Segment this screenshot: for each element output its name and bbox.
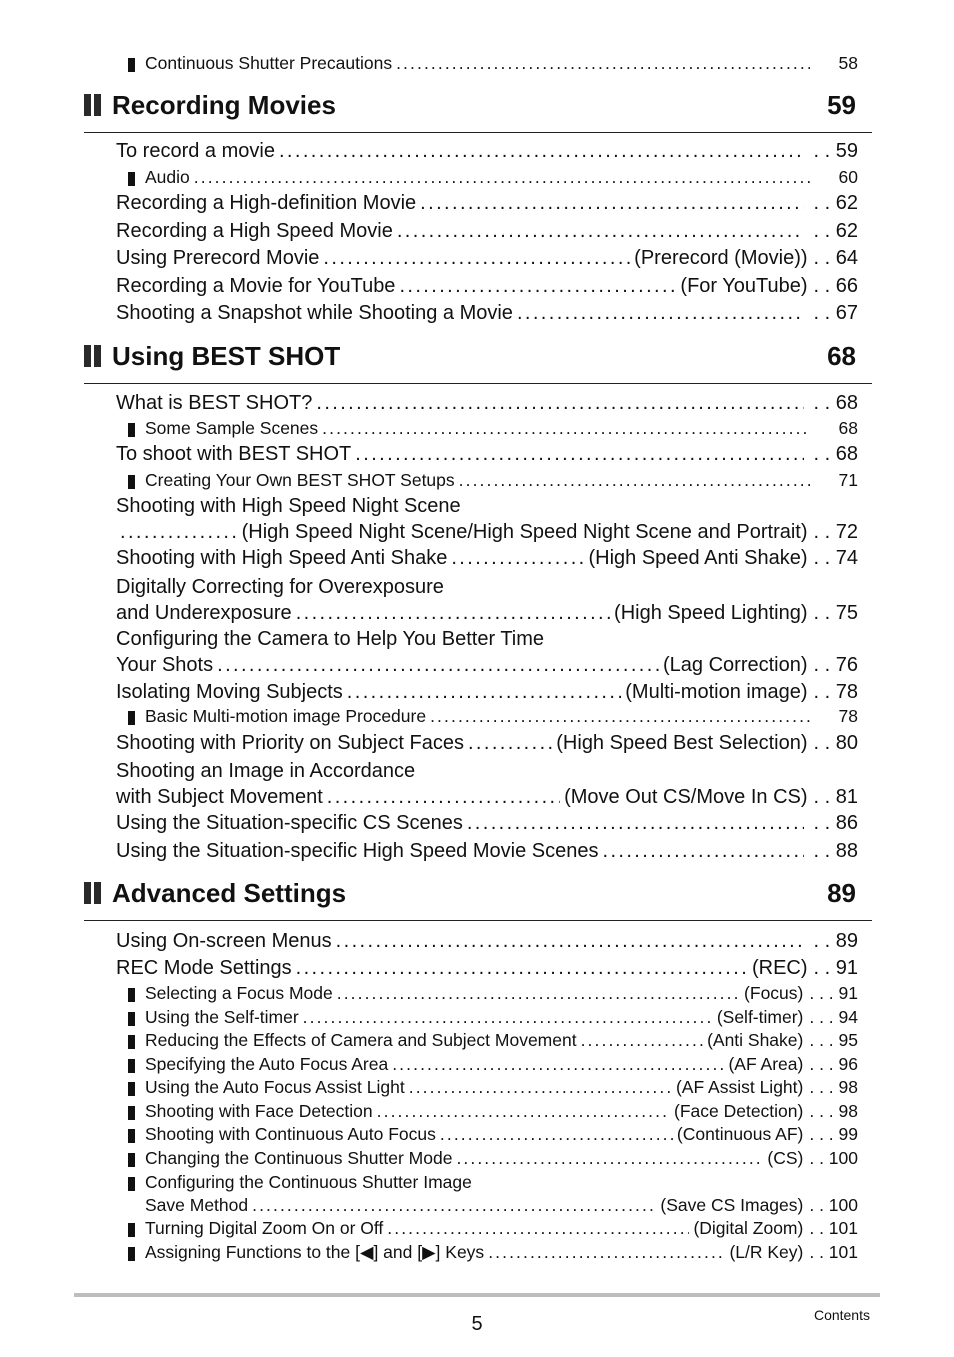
entry-line [116, 654, 858, 677]
entry-first-line [116, 576, 858, 599]
entry-page-number: . . 80 [813, 732, 858, 754]
entry-page-number: . . 81 [813, 786, 858, 808]
entry-setting-name: (High Speed Best Selection) [556, 732, 808, 754]
entry-title: Shooting with Face Detection [145, 1101, 373, 1121]
entry-title: Specifying the Auto Focus Area [145, 1054, 389, 1074]
entry-setting-name: (For YouTube) [680, 275, 808, 297]
toc-subentry[interactable] [128, 418, 858, 442]
entry-line [116, 786, 858, 809]
entry-page-number: . . 91 [813, 957, 858, 979]
entry-first-line [116, 628, 858, 651]
toc-entry[interactable] [116, 628, 858, 680]
leader-dots [322, 418, 810, 439]
entry-title: Some Sample Scenes [145, 418, 319, 438]
entry-line [116, 443, 858, 466]
entry-page-number: 78 [838, 706, 858, 726]
toc-entry[interactable] [116, 140, 858, 164]
entry-page-number: . . 74 [813, 547, 858, 569]
entry-page-number: . . 72 [813, 521, 858, 543]
entry-page-number: 60 [838, 167, 858, 187]
entry-page-number: . . 100 [809, 1148, 858, 1168]
entry-title: Using On-screen Menus [116, 930, 332, 952]
entry-line [128, 1077, 858, 1098]
entry-line [116, 275, 858, 298]
leader-dots [456, 1148, 763, 1169]
entry-page-number: 58 [838, 53, 858, 73]
section-heading[interactable] [84, 343, 872, 384]
leader-dots [327, 786, 560, 809]
toc-subentry[interactable] [128, 1030, 858, 1054]
leader-dots [396, 53, 810, 74]
entry-title: Using the Situation-specific CS Scenes [116, 812, 463, 834]
entry-title-continued: and Underexposure [116, 602, 292, 624]
leader-dots [347, 681, 621, 704]
entry-setting-name: (High Speed Night Scene/High Speed Night Scene and Portrait) [241, 521, 808, 543]
entry-line [128, 1195, 858, 1216]
leader-dots [377, 1101, 670, 1122]
entry-line [116, 392, 858, 415]
entry-page-number: . . . 99 [809, 1124, 858, 1144]
toc-subentry[interactable] [128, 1124, 858, 1148]
entry-title: Shooting an Image in Accordance [116, 760, 416, 782]
entry-line [116, 732, 858, 755]
leader-dots [602, 840, 803, 863]
entry-line [116, 681, 858, 704]
toc-subentry[interactable] [128, 1007, 858, 1031]
entry-line [116, 302, 858, 325]
section-title: Advanced Settings [112, 878, 347, 908]
entry-page-number: . . . 95 [809, 1030, 858, 1050]
entry-line [116, 812, 858, 835]
entry-line [128, 1054, 858, 1075]
leader-dots [467, 812, 804, 835]
toc-subentry[interactable] [128, 53, 858, 77]
entry-page-number: . . . 98 [809, 1077, 858, 1097]
leader-dots [296, 957, 748, 980]
entry-line [128, 706, 858, 727]
entry-page-number: . . 89 [813, 930, 858, 952]
entry-title: What is BEST SHOT? [116, 392, 313, 414]
entry-page-number: . . 68 [813, 392, 858, 414]
entry-title: Shooting with High Speed Anti Shake [116, 547, 448, 569]
leader-dots [387, 1218, 689, 1239]
entry-title: Selecting a Focus Mode [145, 983, 333, 1003]
entry-page-number: . . 67 [813, 302, 858, 324]
section-marker-icon [84, 345, 104, 367]
toc-entry[interactable] [116, 192, 858, 216]
entry-line [128, 418, 858, 439]
entry-line [116, 547, 858, 570]
toc-subentry[interactable] [128, 470, 858, 494]
entry-title-continued: Save Method [145, 1195, 249, 1215]
entry-setting-name: (AF Area) [728, 1054, 804, 1074]
entry-line [128, 1124, 858, 1145]
entry-page-number: . . 62 [813, 220, 858, 242]
entry-line [116, 602, 858, 625]
entry-title: To shoot with BEST SHOT [116, 443, 352, 465]
leader-dots [355, 443, 803, 466]
entry-setting-name: (REC) [751, 957, 808, 979]
entry-first-line [116, 495, 858, 518]
page-number: 5 [471, 1313, 483, 1335]
entry-page-number: . . 64 [813, 247, 858, 269]
leader-dots [488, 1242, 725, 1263]
entry-setting-name: (Move Out CS/Move In CS) [564, 786, 808, 808]
entry-title: Shooting a Snapshot while Shooting a Movie [116, 302, 513, 324]
toc-entry[interactable] [116, 275, 858, 299]
entry-line [128, 1030, 858, 1051]
toc-subentry[interactable] [128, 167, 858, 191]
entry-page-number: . . 88 [813, 840, 858, 862]
entry-line [128, 167, 858, 188]
entry-page-number: 71 [838, 470, 858, 490]
entry-title: Configuring the Continuous Shutter Image [145, 1172, 472, 1192]
leader-dots [451, 547, 584, 570]
entry-title: Shooting with Priority on Subject Faces [116, 732, 464, 754]
entry-page-number: 68 [838, 418, 858, 438]
toc-subentry[interactable] [128, 706, 858, 730]
entry-page-number: . . 76 [813, 654, 858, 676]
leader-dots [194, 167, 810, 188]
entry-title: Changing the Continuous Shutter Mode [145, 1148, 453, 1168]
leader-dots [409, 1077, 672, 1098]
toc-entry[interactable] [116, 576, 858, 628]
entry-page-number: . . 68 [813, 443, 858, 465]
toc-entry[interactable] [116, 302, 858, 326]
entry-title: Recording a High-definition Movie [116, 192, 417, 214]
entry-setting-name: (High Speed Anti Shake) [588, 547, 808, 569]
section-marker-icon [84, 94, 104, 116]
entry-title: Assigning Functions to the [◀] and [▶] Keys [145, 1242, 485, 1262]
leader-dots [303, 1007, 713, 1028]
entry-line [116, 140, 858, 163]
entry-line [128, 1218, 858, 1239]
section-heading[interactable] [84, 92, 872, 133]
toc-entry[interactable] [116, 392, 858, 416]
entry-title: Configuring the Camera to Help You Better Time [116, 628, 545, 650]
toc-entry[interactable] [116, 760, 858, 812]
leader-dots [581, 1030, 703, 1051]
entry-setting-name: (Digital Zoom) [693, 1218, 804, 1238]
entry-title: REC Mode Settings [116, 957, 292, 979]
entry-page-number: . . . 98 [809, 1101, 858, 1121]
toc-entry[interactable] [116, 930, 858, 954]
entry-line [116, 220, 858, 243]
entry-title: Shooting with Continuous Auto Focus [145, 1124, 436, 1144]
leader-dots [399, 275, 676, 298]
toc-subentry[interactable] [128, 1242, 858, 1266]
section-heading[interactable] [84, 880, 872, 921]
toc-subentry[interactable] [128, 1148, 858, 1172]
entry-line [128, 53, 858, 74]
leader-dots [440, 1124, 673, 1145]
toc-entry[interactable] [116, 812, 858, 836]
footer-divider [74, 1293, 880, 1297]
entry-line [128, 1242, 858, 1263]
entry-title: Using the Situation-specific High Speed Movie Scenes [116, 840, 599, 862]
entry-first-line [128, 1172, 858, 1193]
entry-title: Recording a Movie for YouTube [116, 275, 396, 297]
leader-dots [392, 1054, 724, 1075]
entry-setting-name: (Multi-motion image) [625, 681, 808, 703]
toc-subentry[interactable] [128, 1101, 858, 1125]
entry-page-number: . . . 94 [809, 1007, 858, 1027]
toc-entry[interactable] [116, 957, 858, 981]
leader-dots [337, 983, 740, 1004]
leader-dots [217, 654, 659, 677]
entry-setting-name: (Prerecord (Movie)) [634, 247, 808, 269]
entry-line [116, 247, 858, 270]
entry-setting-name: (Anti Shake) [707, 1030, 804, 1050]
entry-setting-name: (CS) [767, 1148, 804, 1168]
entry-title: Using the Auto Focus Assist Light [145, 1077, 405, 1097]
entry-title: To record a movie [116, 140, 275, 162]
toc-entry[interactable] [116, 247, 858, 271]
entry-line [128, 983, 858, 1004]
entry-page-number: . . 62 [813, 192, 858, 214]
leader-dots [279, 140, 804, 163]
entry-page-number: . . 78 [813, 681, 858, 703]
entry-page-number: . . 101 [809, 1218, 858, 1238]
entry-page-number: . . 101 [809, 1242, 858, 1262]
entry-title-continued: with Subject Movement [116, 786, 323, 808]
entry-line [128, 470, 858, 491]
entry-setting-name: (Focus) [744, 983, 804, 1003]
entry-line [128, 1148, 858, 1169]
toc-entry[interactable] [116, 681, 858, 705]
leader-dots [420, 192, 803, 215]
leader-dots [517, 302, 804, 325]
entry-title: Shooting with High Speed Night Scene [116, 495, 461, 517]
entry-title: Recording a High Speed Movie [116, 220, 393, 242]
toc-entry[interactable] [116, 495, 858, 547]
section-page-number: 68 [827, 341, 856, 371]
entry-title: Reducing the Effects of Camera and Subject Movement [145, 1030, 577, 1050]
entry-page-number: . . . 96 [809, 1054, 858, 1074]
entry-page-number: . . 100 [809, 1195, 858, 1215]
entry-title: Using the Self-timer [145, 1007, 299, 1027]
entry-title: Audio [145, 167, 190, 187]
section-title: Recording Movies [112, 90, 336, 120]
toc-subentry[interactable] [128, 983, 858, 1007]
entry-title: Digitally Correcting for Overexposure [116, 576, 444, 598]
entry-setting-name: (Lag Correction) [663, 654, 808, 676]
leader-dots [430, 706, 810, 727]
leader-dots [459, 470, 810, 491]
entry-title-continued: Your Shots [116, 654, 214, 676]
footer-section-label: Contents [813, 1307, 870, 1323]
entry-title: Turning Digital Zoom On or Off [145, 1218, 384, 1238]
entry-setting-name: (L/R Key) [729, 1242, 804, 1262]
leader-dots [468, 732, 552, 755]
leader-dots [296, 602, 610, 625]
entry-line [128, 1101, 858, 1122]
entry-title: Continuous Shutter Precautions [145, 53, 393, 73]
toc-entry[interactable] [116, 840, 858, 864]
entry-line [116, 930, 858, 953]
entry-setting-name: (Save CS Images) [660, 1195, 804, 1215]
toc-entry[interactable] [116, 443, 858, 467]
entry-title: Basic Multi-motion image Procedure [145, 706, 427, 726]
leader-dots [316, 392, 803, 415]
entry-page-number: . . 66 [813, 275, 858, 297]
entry-first-line [116, 760, 858, 783]
entry-line [116, 957, 858, 980]
toc-subentry[interactable] [128, 1172, 858, 1218]
section-marker-icon [84, 882, 104, 904]
leader-dots [323, 247, 630, 270]
entry-setting-name: (Continuous AF) [676, 1124, 804, 1144]
entry-page-number: . . 75 [813, 602, 858, 624]
entry-line [116, 521, 858, 544]
leader-dots [120, 521, 238, 544]
entry-title: Creating Your Own BEST SHOT Setups [145, 470, 455, 490]
entry-title: Isolating Moving Subjects [116, 681, 343, 703]
toc-entry[interactable] [116, 220, 858, 244]
leader-dots [336, 930, 804, 953]
entry-line [116, 192, 858, 215]
section-page-number: 89 [827, 878, 856, 908]
toc-subentry[interactable] [128, 1054, 858, 1078]
entry-setting-name: (High Speed Lighting) [614, 602, 808, 624]
entry-setting-name: (AF Assist Light) [675, 1077, 804, 1097]
toc-subentry[interactable] [128, 1218, 858, 1242]
entry-page-number: . . . 91 [809, 983, 858, 1003]
entry-line [128, 1007, 858, 1028]
entry-setting-name: (Face Detection) [674, 1101, 804, 1121]
entry-page-number: . . 86 [813, 812, 858, 834]
leader-dots [397, 220, 804, 243]
leader-dots [252, 1195, 656, 1216]
entry-setting-name: (Self-timer) [716, 1007, 804, 1027]
toc-entry[interactable] [116, 547, 858, 571]
entry-page-number: . . 59 [813, 140, 858, 162]
entry-title: Using Prerecord Movie [116, 247, 320, 269]
entry-line [116, 840, 858, 863]
section-page-number: 59 [827, 90, 856, 120]
toc-subentry[interactable] [128, 1077, 858, 1101]
toc-entry[interactable] [116, 732, 858, 756]
section-title: Using BEST SHOT [112, 341, 341, 371]
